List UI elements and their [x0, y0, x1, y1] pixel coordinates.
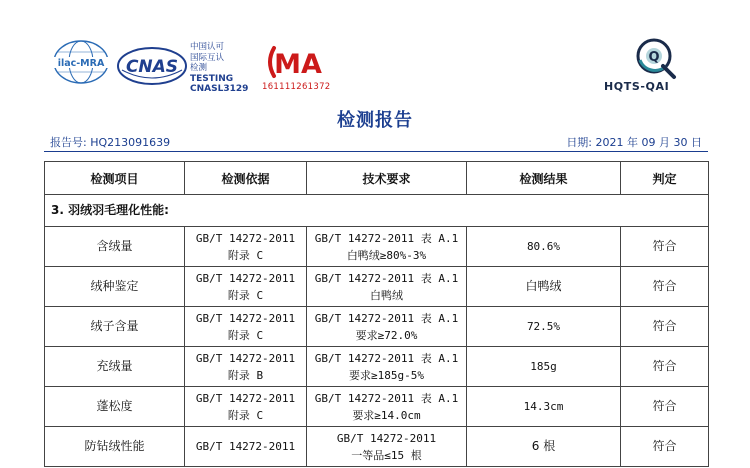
hqts-name: HQTS-QAI	[604, 80, 670, 93]
cell-requirement	[307, 307, 467, 347]
cell-requirement	[307, 347, 467, 387]
cell-result: 80.6%	[467, 227, 621, 267]
cell-basis	[185, 267, 307, 307]
cell-requirement	[307, 387, 467, 427]
results-table	[44, 161, 709, 467]
req-line: GB/T 14272-2011 表 A.1	[314, 311, 459, 325]
table-row	[45, 347, 709, 387]
cell-item: 含绒量	[45, 227, 185, 267]
req-line: 白鸭绒	[370, 288, 403, 302]
header-item: 检测项目	[45, 162, 185, 195]
cell-judgement: 符合	[621, 307, 709, 347]
header-judgement: 判定	[621, 162, 709, 195]
table-row	[45, 307, 709, 347]
basis-line: 附录 C	[227, 288, 264, 302]
table-header-row	[45, 162, 709, 195]
cell-result: 185g	[467, 347, 621, 387]
req-line: 要求≥72.0%	[355, 328, 418, 342]
basis-line: 附录 C	[227, 408, 264, 422]
section-row	[45, 195, 709, 227]
basis-line: 附录 C	[227, 248, 264, 262]
cell-basis	[185, 347, 307, 387]
req-line: GB/T 14272-2011	[336, 431, 437, 445]
cell-result: 6 根	[467, 427, 621, 467]
header-basis: 检测依据	[185, 162, 307, 195]
cell-basis	[185, 227, 307, 267]
basis-line: 附录 B	[227, 368, 264, 382]
cnas-logo-text: CNAS	[125, 57, 179, 77]
req-line: GB/T 14272-2011 表 A.1	[314, 351, 459, 365]
report-number: 报告号: HQ213091639	[50, 136, 171, 149]
table-row	[45, 387, 709, 427]
cnas-side-text	[190, 42, 248, 95]
cell-basis	[185, 387, 307, 427]
header-divider	[44, 151, 708, 152]
req-line: 要求≥185g-5%	[349, 368, 424, 382]
cell-item: 蓬松度	[45, 387, 185, 427]
table-row	[45, 227, 709, 267]
ilac-mra-logo	[52, 40, 110, 86]
cell-judgement: 符合	[621, 227, 709, 267]
cell-requirement	[307, 267, 467, 307]
table-row	[45, 427, 709, 467]
basis-line: GB/T 14272-2011	[195, 271, 296, 285]
header-logos	[0, 0, 750, 100]
report-date: 日期: 2021 年 09 月 30 日	[566, 136, 702, 149]
cell-item: 充绒量	[45, 347, 185, 387]
cell-result: 14.3cm	[467, 387, 621, 427]
req-line: GB/T 14272-2011 表 A.1	[314, 231, 459, 245]
report-meta	[50, 134, 702, 150]
cell-requirement	[307, 427, 467, 467]
cell-judgement: 符合	[621, 347, 709, 387]
basis-line: GB/T 14272-2011	[195, 311, 296, 325]
req-line: GB/T 14272-2011 表 A.1	[314, 271, 459, 285]
cnas-side-line: 国际互认	[190, 52, 225, 63]
basis-line: GB/T 14272-2011	[195, 351, 296, 365]
cell-basis	[185, 427, 307, 467]
cell-judgement: 符合	[621, 267, 709, 307]
cma-logo-text: MA	[274, 49, 322, 80]
cma-number: 161111261372	[262, 82, 331, 92]
basis-line: 附录 C	[227, 328, 264, 342]
header-requirement: 技术要求	[307, 162, 467, 195]
section-title: 3. 羽绒羽毛理化性能:	[45, 195, 709, 227]
cell-judgement: 符合	[621, 427, 709, 467]
basis-line: GB/T 14272-2011	[195, 231, 296, 245]
cnas-side-line: 检测	[190, 63, 208, 73]
hqts-logo-letter: Q	[648, 50, 660, 65]
header-result: 检测结果	[467, 162, 621, 195]
cell-result: 72.5%	[467, 307, 621, 347]
cell-item: 绒种鉴定	[45, 267, 185, 307]
cnas-side-line: 中国认可	[190, 42, 225, 52]
cma-logo	[264, 44, 326, 80]
cell-judgement: 符合	[621, 387, 709, 427]
cell-item: 防钻绒性能	[45, 427, 185, 467]
cnas-logo	[116, 46, 188, 86]
cell-basis	[185, 307, 307, 347]
cnas-side-line: CNASL3129	[190, 84, 249, 94]
basis-line: GB/T 14272-2011	[195, 391, 296, 405]
cell-result: 白鸭绒	[467, 267, 621, 307]
cnas-side-line: TESTING	[190, 73, 234, 84]
report-title: 检测报告	[337, 110, 413, 131]
req-line: 白鸭绒≥80%-3%	[346, 248, 427, 262]
basis-line: GB/T 14272-2011	[195, 440, 296, 453]
table-row	[45, 267, 709, 307]
req-line: GB/T 14272-2011 表 A.1	[314, 391, 459, 405]
cell-requirement	[307, 227, 467, 267]
cell-item: 绒子含量	[45, 307, 185, 347]
ilac-logo-text: ilac-MRA	[57, 58, 105, 69]
req-line: 一等品≤15 根	[351, 448, 422, 462]
req-line: 要求≥14.0cm	[352, 408, 421, 422]
